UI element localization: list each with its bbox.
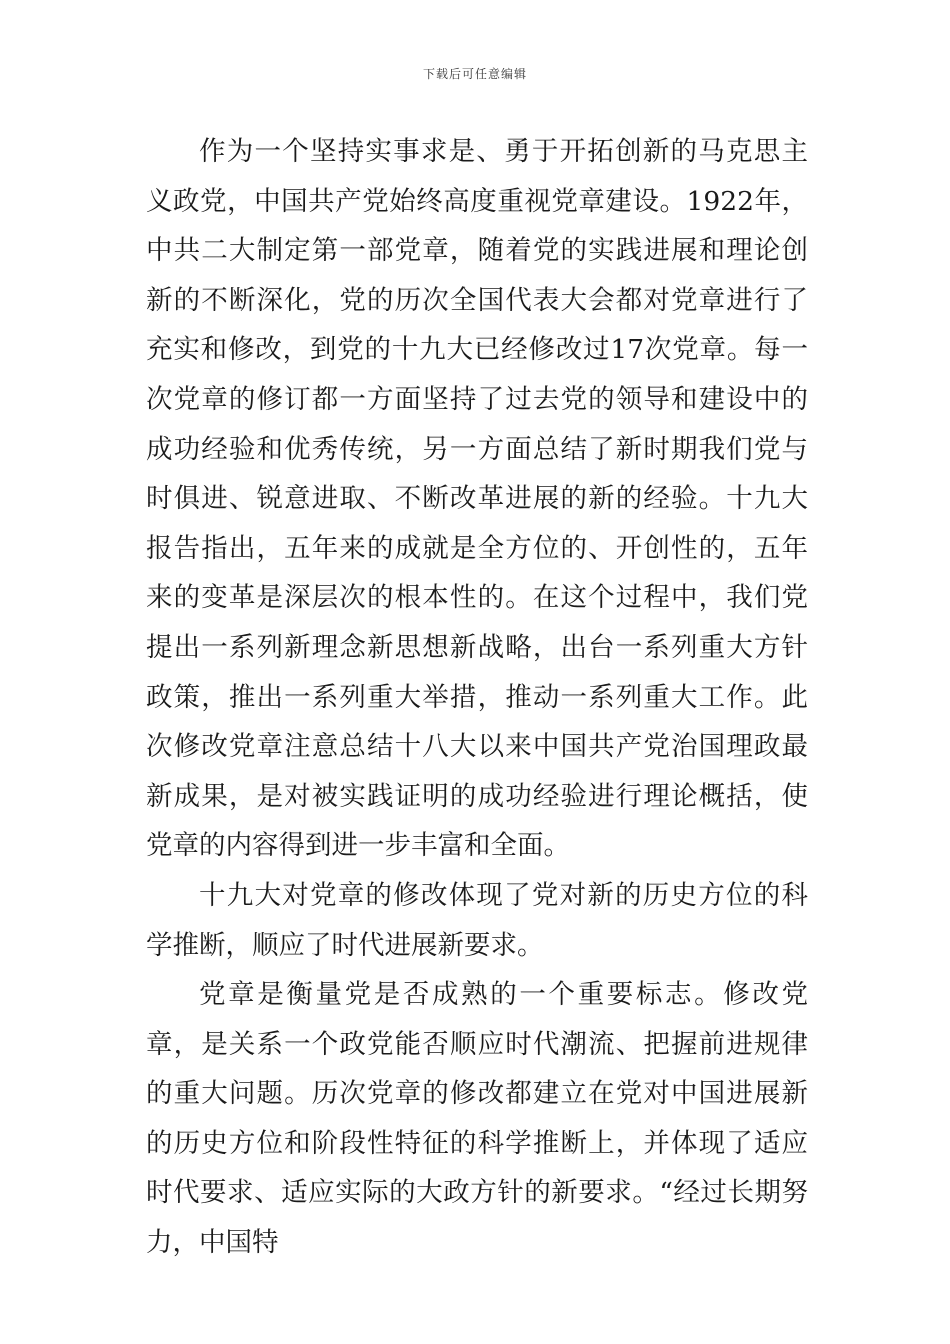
paragraph-1: 作为一个坚持实事求是、勇于开拓创新的马克思主义政党，中国共产党始终高度重视党章建设。1922年，中共二大制定第一部党章，随着党的实践进展和理论创新的不断深化，党的历次全国代表大会都对党章进行了充实和修改，到党的十九大已经修改过17次党章。每一次党章的修订都一方面坚持了过去党的领导和建设中的成功经验和优秀传统，另一方面总结了新时期我们党与时俱进、锐意进取、不断改革进展的新的经验。十九大报告指出，五年来的成就是全方位的、开创性的，五年来的变革是深层次的根本性的。在这个过程中，我们党提出一系列新理念新思想新战略，出台一系列重大方针政策，推出一系列重大举措，推动一系列重大工作。此次修改党章注意总结十八大以来中国共产党治国理政最新成果，是对被实践证明的成功经验进行理论概括，使党章的内容得到进一步丰富和全面。 <box>146 136 808 862</box>
page-header: 下载后可任意编辑 <box>422 67 527 81</box>
document-body <box>146 127 808 1268</box>
paragraph-3: 党章是衡量党是否成熟的一个重要标志。修改党章，是关系一个政党能否顺应时代潮流、把握前进规律的重大问题。历次党章的修改都建立在党对中国进展新的历史方位和阶段性特征的科学推断上，并体现了适应时代要求、适应实际的大政方针的新要求。“经过长期努力，中国特 <box>146 979 808 1259</box>
paragraph-2: 十九大对党章的修改体现了党对新的历史方位的科学推断，顺应了时代进展新要求。 <box>146 879 808 961</box>
